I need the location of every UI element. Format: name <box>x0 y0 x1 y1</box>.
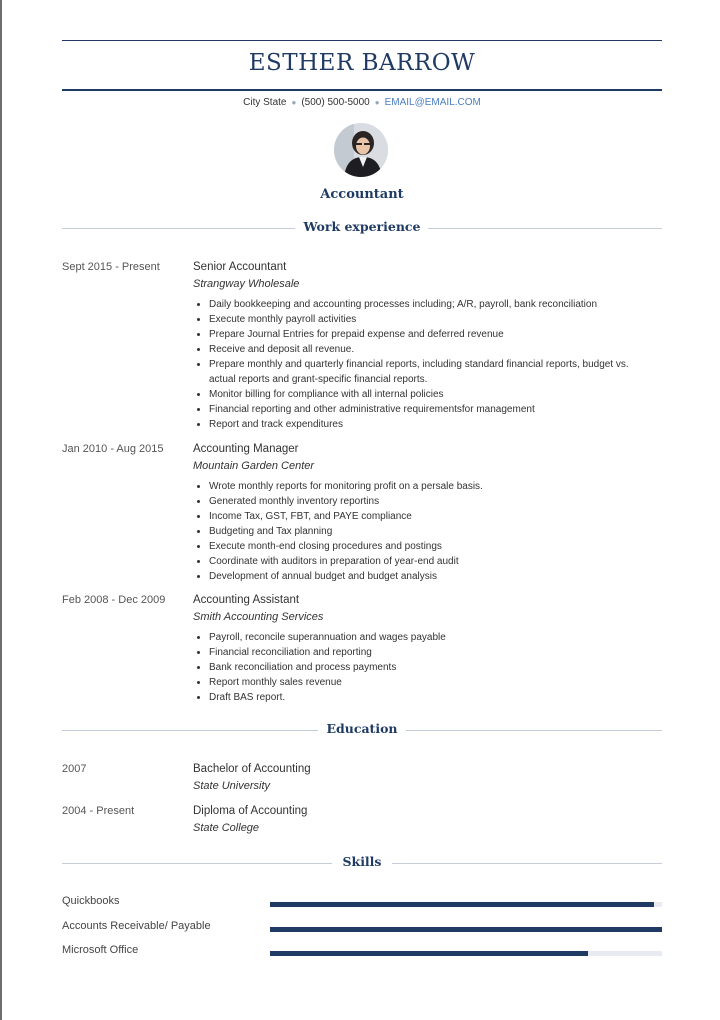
education-degree: Bachelor of Accounting <box>193 763 311 775</box>
list-item: Payroll, reconcile superannuation and wages payable <box>193 630 653 645</box>
list-item: Bank reconciliation and process payments <box>193 660 653 675</box>
contact-location: City State <box>243 97 287 108</box>
page-border <box>0 0 2 1020</box>
list-item: Income Tax, GST, FBT, and PAYE compliance <box>193 509 653 524</box>
work-role: Senior Accountant <box>193 261 287 273</box>
education-degree: Diploma of Accounting <box>193 805 308 817</box>
section-heading-work <box>62 219 662 237</box>
skill-level-fill <box>270 927 662 932</box>
work-date: Sept 2015 - Present <box>62 261 160 273</box>
work-duties-list <box>193 479 653 584</box>
work-details <box>193 443 653 584</box>
skill-row <box>62 895 662 911</box>
avatar <box>334 123 388 177</box>
list-item: Development of annual budget and budget analysis <box>193 569 653 584</box>
education-school: State University <box>193 780 271 792</box>
list-item: Financial reconciliation and reporting <box>193 645 653 660</box>
job-title: Accountant <box>320 187 404 202</box>
contact-email-link[interactable]: EMAIL@EMAIL.COM <box>384 97 481 108</box>
skill-level-track <box>270 927 662 932</box>
skill-level-fill <box>270 902 654 907</box>
section-heading-skills <box>62 854 662 872</box>
education-details <box>193 763 653 799</box>
list-item: Report monthly sales revenue <box>193 675 653 690</box>
list-item: Receive and deposit all revenue. <box>193 342 653 357</box>
section-rule-right <box>428 228 662 229</box>
person-photo-icon <box>334 123 388 177</box>
work-date: Jan 2010 - Aug 2015 <box>62 443 164 455</box>
list-item: Execute month-end closing procedures and postings <box>193 539 653 554</box>
education-date: 2004 - Present <box>62 805 135 817</box>
candidate-name: ESTHER BARROW <box>248 50 476 76</box>
header-name-rule <box>62 89 662 91</box>
list-item: Report and track expenditures <box>193 417 653 432</box>
list-item: Draft BAS report. <box>193 690 653 705</box>
skill-level-fill <box>270 951 588 956</box>
work-company: Strangway Wholesale <box>193 278 300 290</box>
skill-name: Microsoft Office <box>62 944 139 956</box>
work-date: Feb 2008 - Dec 2009 <box>62 594 166 606</box>
education-details <box>193 805 653 841</box>
section-title-skills: Skills <box>342 854 382 869</box>
skill-name: Accounts Receivable/ Payable <box>62 920 211 932</box>
separator-dot-icon: ● <box>291 98 297 107</box>
education-school: State College <box>193 822 260 834</box>
work-company: Smith Accounting Services <box>193 611 324 623</box>
list-item: Budgeting and Tax planning <box>193 524 653 539</box>
work-duties-list <box>193 630 653 705</box>
section-rule-right <box>406 730 662 731</box>
skill-row <box>62 944 662 960</box>
list-item: Financial reporting and other administrative requirementsfor management <box>193 402 653 417</box>
work-duties-list <box>193 297 653 432</box>
list-item: Coordinate with auditors in preparation of year-end audit <box>193 554 653 569</box>
skill-row <box>62 920 662 936</box>
list-item: Wrote monthly reports for monitoring profit on a persale basis. <box>193 479 653 494</box>
work-role: Accounting Assistant <box>193 594 300 606</box>
skill-name: Quickbooks <box>62 895 120 907</box>
section-title-education: Education <box>326 721 398 736</box>
contact-line <box>62 97 662 108</box>
section-title-work: Work experience <box>303 219 421 234</box>
list-item: Prepare monthly and quarterly financial reports, including standard financial reports, budget vs. actual reports and grant-specific financial reports. <box>193 357 653 387</box>
section-heading-education <box>62 721 662 739</box>
education-date: 2007 <box>62 763 87 775</box>
separator-dot-icon: ● <box>374 98 380 107</box>
skill-level-track <box>270 951 662 956</box>
contact-phone: (500) 500-5000 <box>301 97 370 108</box>
list-item: Execute monthly payroll activities <box>193 312 653 327</box>
work-details <box>193 594 653 705</box>
skill-level-track <box>270 902 662 907</box>
list-item: Daily bookkeeping and accounting processes including; A/R, payroll, bank reconciliation <box>193 297 653 312</box>
header-top-rule <box>62 40 662 41</box>
list-item: Generated monthly inventory reportins <box>193 494 653 509</box>
list-item: Monitor billing for compliance with all internal policies <box>193 387 653 402</box>
work-details <box>193 261 653 432</box>
resume-page <box>62 0 662 1020</box>
section-rule-right <box>392 863 662 864</box>
list-item: Prepare Journal Entries for prepaid expense and deferred revenue <box>193 327 653 342</box>
work-company: Mountain Garden Center <box>193 460 315 472</box>
work-role: Accounting Manager <box>193 443 299 455</box>
